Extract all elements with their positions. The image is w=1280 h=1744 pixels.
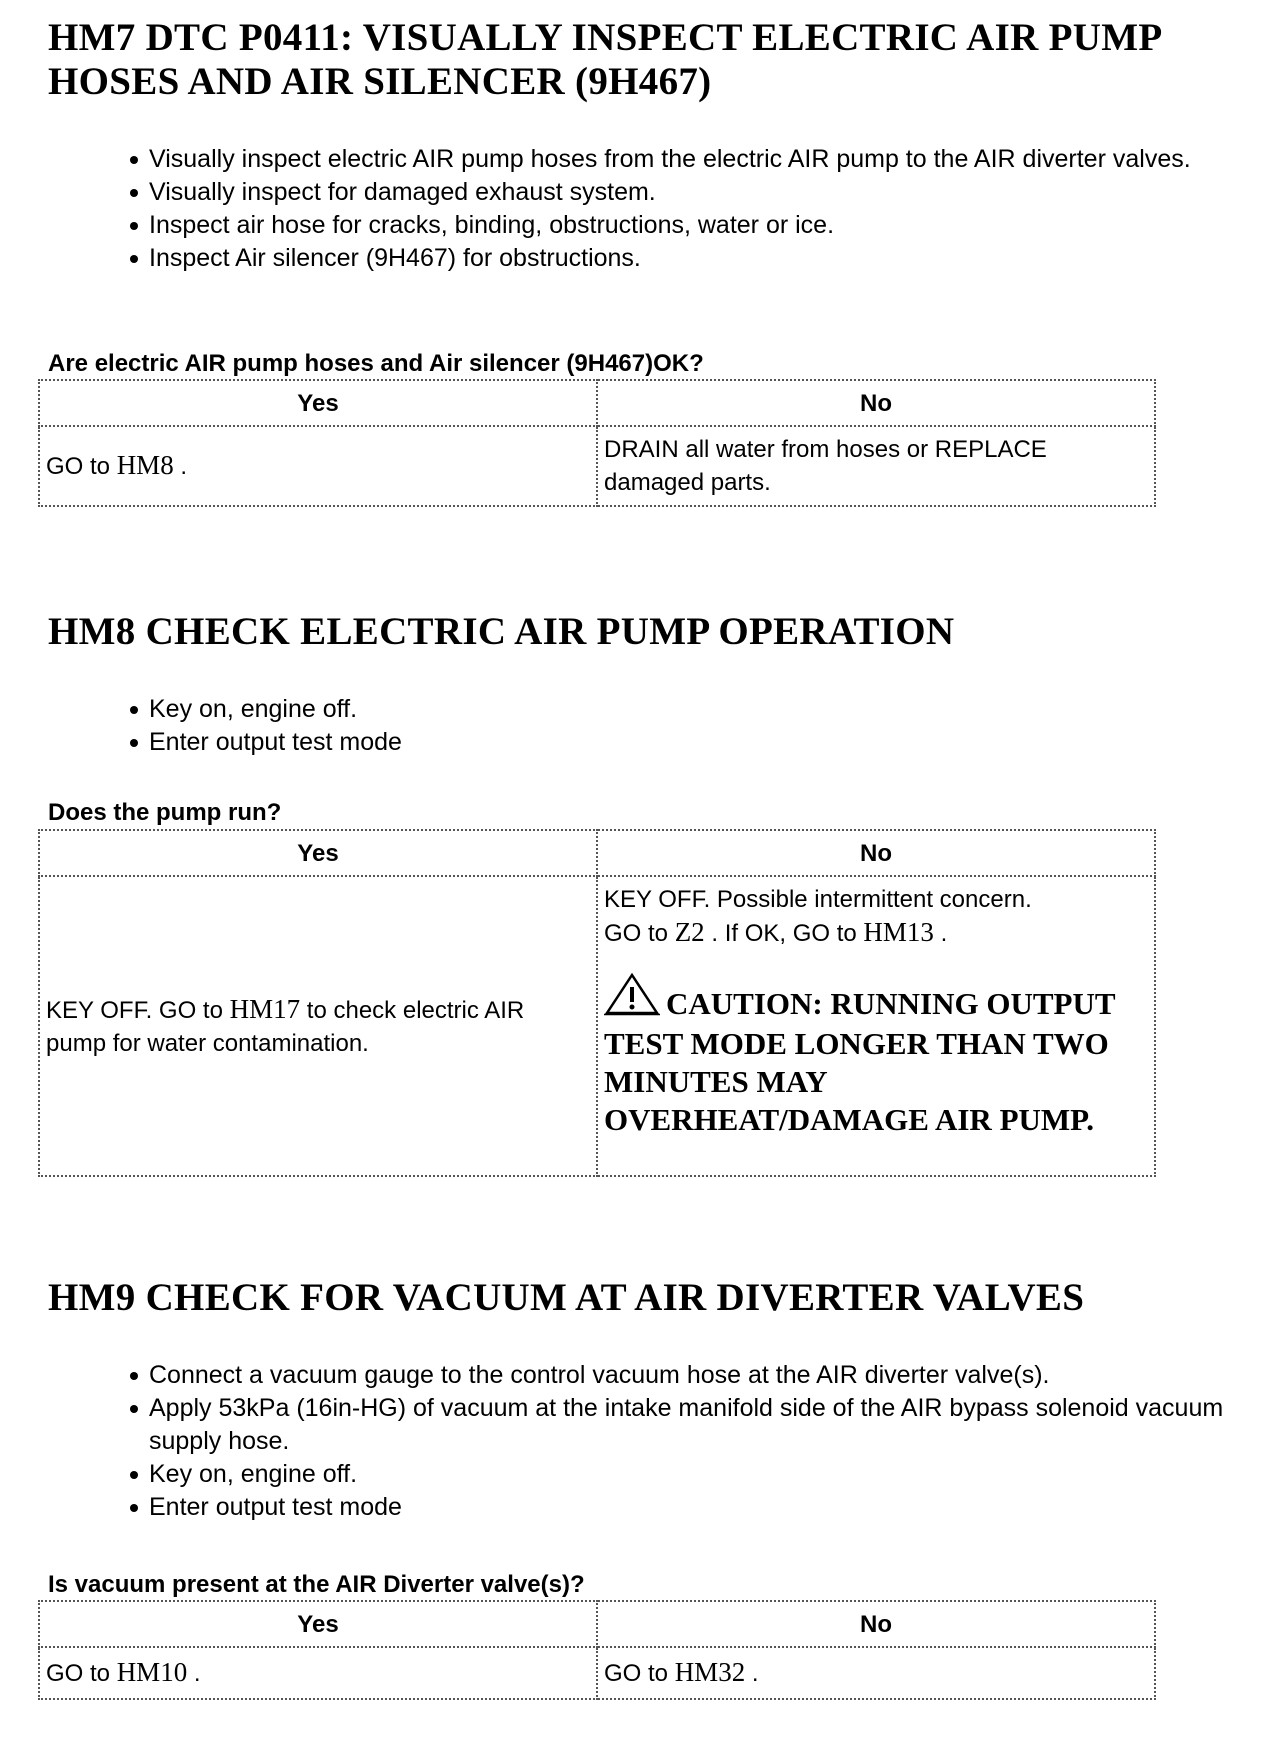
no-header: No xyxy=(597,1601,1155,1647)
section-title: HM9 CHECK FOR VACUUM AT AIR DIVERTER VALVES xyxy=(48,1276,1085,1319)
table-row xyxy=(39,1647,1155,1699)
bullet-icon xyxy=(130,1405,138,1413)
section-title: HM7 DTC P0411: VISUALLY INSPECT ELECTRIC AIR PUMP HOSES AND AIR SILENCER (9H467) xyxy=(48,16,1161,103)
yes-cell: KEY OFF. GO to HM17 to check electric AIR pump for water contamination. xyxy=(39,876,597,1176)
list-item: Apply 53kPa (16in-HG) of vacuum at the intake manifold side of the AIR bypass solenoid vacuum supply hose. xyxy=(128,1392,1248,1458)
no-cell: DRAIN all water from hoses or REPLACE damaged parts. xyxy=(597,426,1155,506)
bullet-icon xyxy=(130,255,138,263)
table-row xyxy=(39,876,1155,1176)
list-item: Visually inspect electric AIR pump hoses from the electric AIR pump to the AIR diverter valves. xyxy=(128,143,1248,176)
table-row xyxy=(39,426,1155,506)
list-item: Connect a vacuum gauge to the control vacuum hose at the AIR diverter valve(s). xyxy=(128,1359,1248,1392)
goto-link-hm13[interactable]: HM13 xyxy=(863,917,934,947)
no-line-1-text: KEY OFF. Possible intermittent concern. xyxy=(604,886,1032,913)
list-item: Inspect Air silencer (9H467) for obstructions. xyxy=(128,242,1248,275)
bullet-list xyxy=(128,143,1248,275)
bullet-icon xyxy=(130,156,138,164)
yes-header: Yes xyxy=(39,380,597,426)
caution-text: CAUTION: RUNNING OUTPUT TEST MODE LONGER THAN TWO MINUTES MAY OVERHEAT/DAMAGE AIR PUMP. xyxy=(604,986,1115,1137)
yes-header: Yes xyxy=(39,830,597,876)
yes-cell: GO to HM10 . xyxy=(39,1647,597,1699)
bullet-icon xyxy=(130,222,138,230)
no-header: No xyxy=(597,380,1155,426)
list-item: Inspect air hose for cracks, binding, obstructions, water or ice. xyxy=(128,209,1248,242)
list-item: Enter output test mode xyxy=(128,1491,1248,1524)
bullet-list xyxy=(128,693,1248,759)
bullet-icon xyxy=(130,1372,138,1380)
table-header-row xyxy=(39,380,1155,426)
bullet-icon xyxy=(130,739,138,747)
yes-header: Yes xyxy=(39,1601,597,1647)
question: Are electric AIR pump hoses and Air silencer (9H467)OK? xyxy=(48,350,704,377)
goto-link-hm8[interactable]: HM8 xyxy=(116,450,174,480)
no-cell xyxy=(597,876,1155,1176)
bullet-icon xyxy=(130,1504,138,1512)
table-header-row xyxy=(39,830,1155,876)
table-header-row xyxy=(39,1601,1155,1647)
warning-icon xyxy=(604,972,660,1025)
list-item: Enter output test mode xyxy=(128,726,1248,759)
no-header: No xyxy=(597,830,1155,876)
bullet-list xyxy=(128,1359,1248,1524)
yes-no-table xyxy=(38,829,1156,1177)
no-cell: GO to HM32 . xyxy=(597,1647,1155,1699)
goto-link-hm32[interactable]: HM32 xyxy=(674,1657,746,1687)
list-item: Key on, engine off. xyxy=(128,693,1248,726)
no-line-2: GO to Z2 . If OK, GO to HM13 . xyxy=(604,917,948,947)
bullet-icon xyxy=(130,189,138,197)
yes-no-table xyxy=(38,1600,1156,1700)
goto-link-hm17[interactable]: HM17 xyxy=(229,993,301,1024)
goto-link-z2[interactable]: Z2 xyxy=(674,917,705,947)
question: Is vacuum present at the AIR Diverter valve(s)? xyxy=(48,1571,585,1598)
yes-cell: GO to HM8 . xyxy=(39,426,597,506)
list-item: Key on, engine off. xyxy=(128,1458,1248,1491)
yes-no-table xyxy=(38,379,1156,507)
goto-link-hm10[interactable]: HM10 xyxy=(116,1657,188,1687)
bullet-icon xyxy=(130,706,138,714)
bullet-icon xyxy=(130,1471,138,1479)
question: Does the pump run? xyxy=(48,799,282,826)
caution-block xyxy=(604,972,1148,1139)
list-item: Visually inspect for damaged exhaust system. xyxy=(128,176,1248,209)
section-title: HM8 CHECK ELECTRIC AIR PUMP OPERATION xyxy=(48,610,955,653)
